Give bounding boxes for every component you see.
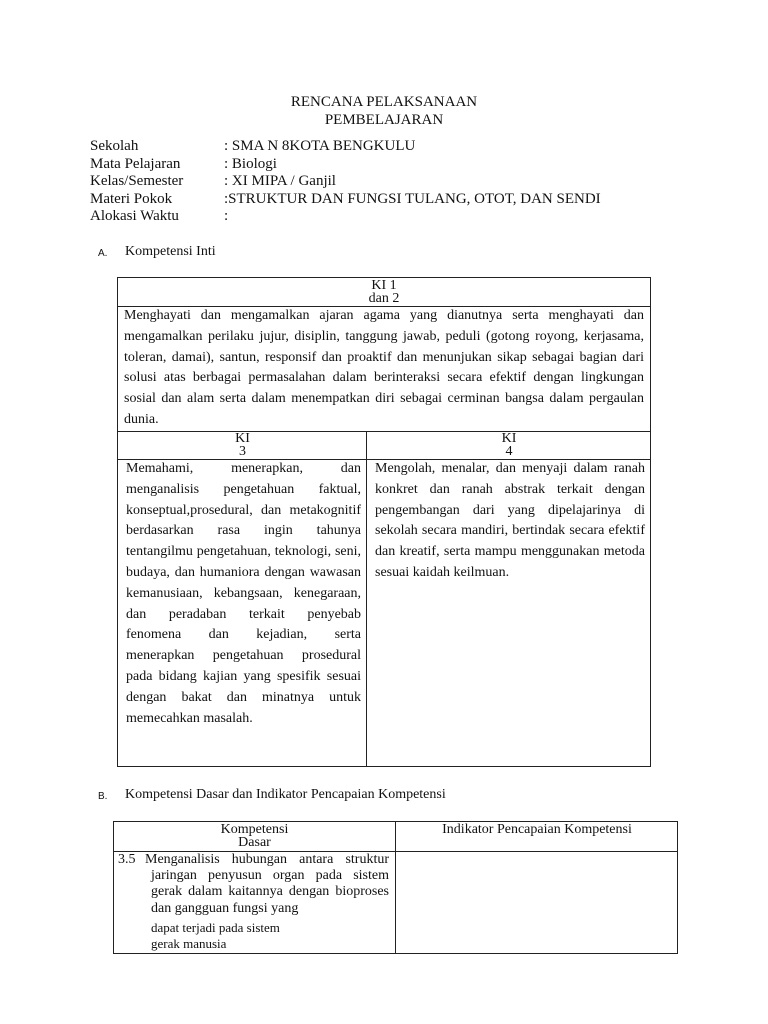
ki3-header-line1: KI	[235, 431, 250, 446]
ki4-header-line1: KI	[501, 431, 517, 446]
ki4-header	[367, 432, 651, 458]
meta-value: :STRUKTUR DAN FUNGSI TULANG, OTOT, DAN SENDI	[224, 190, 601, 207]
kompetensi-inti-table	[117, 277, 651, 767]
section-b-letter: B.	[98, 791, 108, 802]
section-b-title: Kompetensi Dasar dan Indikator Pencapaian Kompetensi	[125, 787, 446, 802]
kd-header	[114, 823, 395, 849]
ki3-header	[118, 432, 367, 458]
ki4-header-line2: 4	[505, 444, 513, 459]
kd-text	[118, 852, 389, 917]
meta-label: Mata Pelajaran	[90, 155, 181, 172]
meta-label: Alokasi Waktu	[90, 208, 179, 224]
kd-header-line1: Kompetensi	[220, 822, 289, 837]
document-title-line1: RENCANA PELAKSANAAN	[290, 94, 478, 110]
meta-value: : SMA N 8KOTA BENGKULU	[224, 138, 416, 154]
kompetensi-dasar-table	[113, 821, 678, 954]
kd-text-main: Menganalisis hubungan antara struktur jaringan penyusun organ pada sistem gerak dalam kaitannya dengan bioproses dan gangguan fungsi yang	[145, 852, 389, 916]
ki12-header	[118, 279, 650, 306]
section-a-letter: A.	[98, 248, 108, 259]
ki3-header-line2: 3	[239, 444, 246, 459]
ki4-text: Mengolah, menalar, dan menyaji dalam ranah konkret dan ranah abstrak terkait dengan pengembangan dari yang dipelajarinya di sekolah secara mandiri, bertindak secara efektif dan kreatif, serta mampu menggunakan metoda sesuai kaidah keilmuan.	[375, 461, 645, 580]
kd-text-line6: gerak manusia	[151, 936, 227, 951]
meta-label: Materi Pokok	[90, 190, 173, 207]
ki3-text: Memahami, menerapkan, dan menganalisis pengetahuan faktual, konseptual,prosedural, dan metakognitif berdasarkan rasa ingin tahunya tentangilmu pengetahuan, teknologi, seni, budaya, dan humaniora dengan wawasan kemanusiaan, kebangsaan, kenegaraan, dan peradaban terkait penyebab fenomena dan kejadian, serta menerapkan pengetahuan prosedural pada bidang kajian yang spesifik sesuai dengan bakat dan minatnya untuk memecahkan masalah.	[126, 461, 361, 726]
ipk-header: Indikator Pencapaian Kompetensi	[442, 822, 632, 837]
column-divider	[395, 822, 396, 953]
ki12-text: Menghayati dan mengamalkan ajaran agama yang dianutnya serta menghayati dan mengamalkan perilaku jujur, disiplin, tanggung jawab, peduli (gotong royong, kerjasama, toleran, damai), santun, responsif dan proaktif dan menunjukan sikap sebagai bagian dari solusi atas berbagai permasalahan dalam berinteraksi secara efektif dengan lingkungan sosial dan alam serta dalam menempatkan diri sebagai cerminan bangsa dalam pergaulan dunia.	[124, 308, 644, 427]
meta-label: Kelas/Semester	[90, 173, 184, 189]
meta-value: : Biologi	[224, 155, 277, 172]
meta-label: Sekolah	[90, 138, 139, 154]
section-a-title: Kompetensi Inti	[125, 244, 216, 259]
kd-header-line2: Dasar	[238, 835, 271, 850]
meta-value: :	[224, 208, 229, 224]
column-divider	[366, 431, 367, 766]
kd-number: 3.5	[118, 852, 136, 867]
ki12-header-line2: dan 2	[368, 291, 400, 306]
ki12-header-line1: KI 1	[371, 278, 397, 293]
kd-text-line5: dapat terjadi pada sistem	[151, 920, 280, 935]
document-title-line2: PEMBELAJARAN	[324, 112, 444, 128]
meta-value: : XI MIPA / Ganjil	[224, 173, 336, 189]
